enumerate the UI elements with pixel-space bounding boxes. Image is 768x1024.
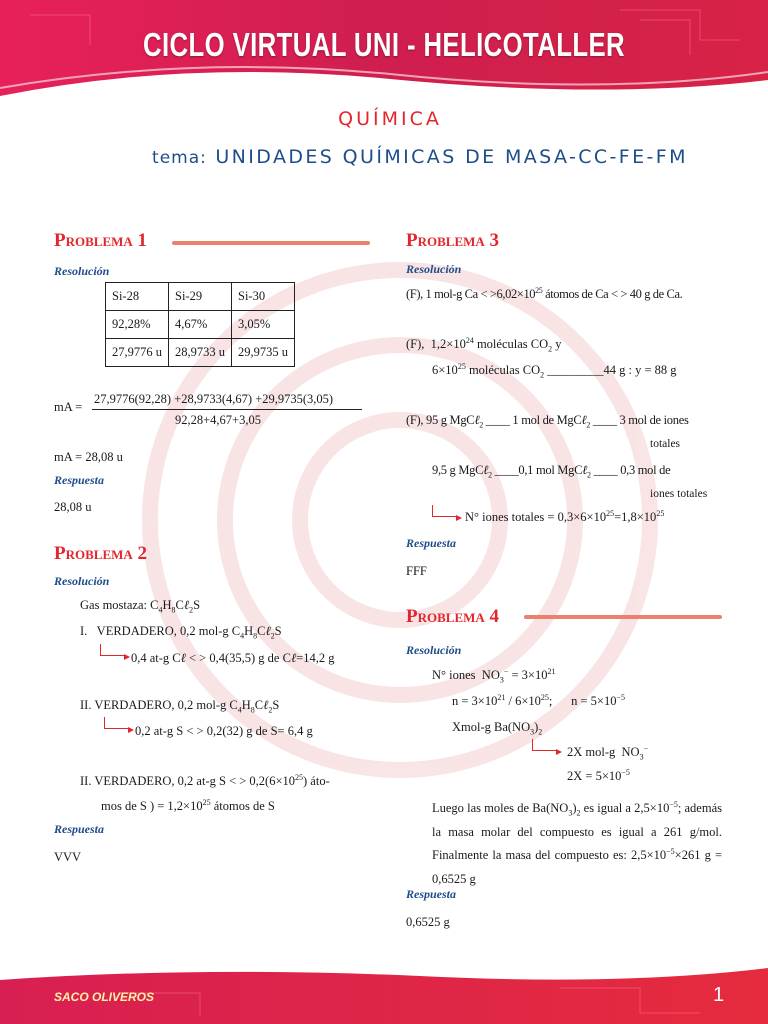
resolution-label: Resolución: [406, 643, 462, 657]
problem-2-heading: Problema 2: [54, 543, 148, 564]
problem-1-heading: Problema 1: [54, 230, 148, 251]
fraction-denominator: 92,28+4,67+3,05: [175, 413, 261, 427]
heading-rule: [524, 615, 722, 619]
ma-result: mA = 28,08 u: [54, 450, 123, 464]
statement-ii-cont: $6\times 10^{25}$ moléculas $CO_2$ _________44 g : y = 88 g: [432, 361, 677, 380]
calc-line: $2X = 5\times 10^{-5}$: [567, 767, 630, 783]
statement-i: (F), 1 mol-g $Ca < >6,02\times 10^{25}$ átomos de Ca < > 40 g de Ca.: [406, 285, 683, 301]
resolution-label: Resolución: [54, 264, 110, 278]
statement-iii-line2: 9,5 g MgCℓ$_2$ ____0,1 mol MgCℓ$_2$ ____ 0,3 mol de: [432, 463, 671, 480]
statement-ii: II. VERDADERO, 0,2 mol-g $C_4H_8C\ell_2S$: [80, 698, 280, 715]
statement-iii-cont: totales: [650, 438, 681, 450]
fraction-numerator: 27,9776(92,28) +28,9733(4,67) +29,9735(3,05): [94, 392, 334, 406]
answer-label: Respuesta: [406, 536, 457, 550]
brand-logo-text: SACO OLIVEROS: [54, 990, 155, 1004]
table-cell: 3,05%: [232, 311, 295, 339]
result-line: 0,4 at-g Cℓ < > 0,4(35,5) g de Cℓ=14,2 g: [131, 651, 335, 665]
problem-4-heading: Problema 4: [406, 606, 500, 627]
statement-i: I. VERDADERO, 0,2 mol-g $C_4H_8C\ell_2S$: [80, 624, 282, 641]
page-number: 1: [713, 984, 725, 1006]
fraction-bar: [92, 409, 362, 410]
statement-iii-line2-cont: iones totales: [650, 488, 708, 500]
formula-line: Gas mostaza: $C_4H_8C\ell_2S$: [80, 598, 201, 615]
subject-title: QUÍMICA: [338, 108, 442, 130]
calc-line: $n = 3\times 10^{21} / 6\times 10^{25}$; $n = 5\times 10^{-5}$: [452, 692, 625, 708]
calc-line: Xmol-g $Ba(NO_3)_2$: [452, 720, 543, 737]
answer-value: VVV: [54, 850, 82, 864]
answer-label: Respuesta: [406, 887, 457, 901]
result-arrow: [532, 739, 556, 751]
calc-line: 2X mol-g $NO_3^-$: [567, 743, 649, 762]
answer-value: 28,08 u: [54, 500, 92, 514]
calc-line: N° iones $NO_3^- = 3\times 10^{21}$: [432, 666, 556, 685]
result-arrow: [100, 644, 124, 656]
answer-label: Respuesta: [54, 473, 105, 487]
page-header-title: CICLO VIRTUAL UNI - HELICOTALLER: [143, 26, 625, 63]
ma-label: mA =: [54, 400, 83, 414]
topic-label: tema:: [152, 148, 207, 168]
answer-value: 0,6525 g: [406, 915, 450, 929]
table-cell: 4,67%: [169, 311, 232, 339]
table-cell: 28,9733 u: [169, 339, 232, 367]
table-cell: 92,28%: [106, 311, 169, 339]
table-cell: 27,9776 u: [106, 339, 169, 367]
topic-text: UNIDADES QUÍMICAS DE MASA-CC-FE-FM: [206, 146, 688, 168]
statement-ii: (F), $1,2\times 10^{24}$ moléculas $CO_2$ y: [406, 335, 562, 354]
problem-3-heading: Problema 3: [406, 230, 500, 251]
isotope-table: [105, 282, 295, 367]
result-arrow: [432, 505, 456, 517]
statement-iii: (F), 95 g MgCℓ$_2$ ____ 1 mol de MgCℓ$_2$ ____ 3 mol de iones: [406, 413, 689, 430]
answer-label: Respuesta: [54, 822, 105, 836]
statement-iii-cont: mos de S ) = $1,2\times 10^{25}$ átomos de S: [101, 797, 275, 813]
table-cell: Si-29: [169, 283, 232, 311]
resolution-label: Resolución: [406, 262, 462, 276]
heading-rule: [172, 241, 370, 245]
conclusion-paragraph: Luego las moles de $Ba(NO_3)_2$ es igual a $2,5\times 10^{-5}$; además la masa molar del compuesto es igual a 261 g/mol. Finalmente la masa del compuesto es: $2,5\times 10^{-5}\times 261$ g = 0,6525 g: [432, 799, 722, 886]
table-cell: 29,9735 u: [232, 339, 295, 367]
result-arrow: [104, 717, 128, 729]
result-line: 0,2 at-g S < > 0,2(32) g de S= 6,4 g: [135, 724, 313, 738]
table-cell: Si-30: [232, 283, 295, 311]
answer-value: FFF: [406, 564, 427, 578]
topic-title: [100, 145, 740, 171]
statement-iii: II. VERDADERO, 0,2 at-g S < > $0,2(6\times 10^{25})$ áto-: [80, 772, 330, 788]
resolution-label: Resolución: [54, 574, 110, 588]
table-cell: Si-28: [106, 283, 169, 311]
result-line: N° iones totales = $0,3\times 6\times 10^{25}=1,8\times 10^{25}$: [465, 508, 665, 524]
